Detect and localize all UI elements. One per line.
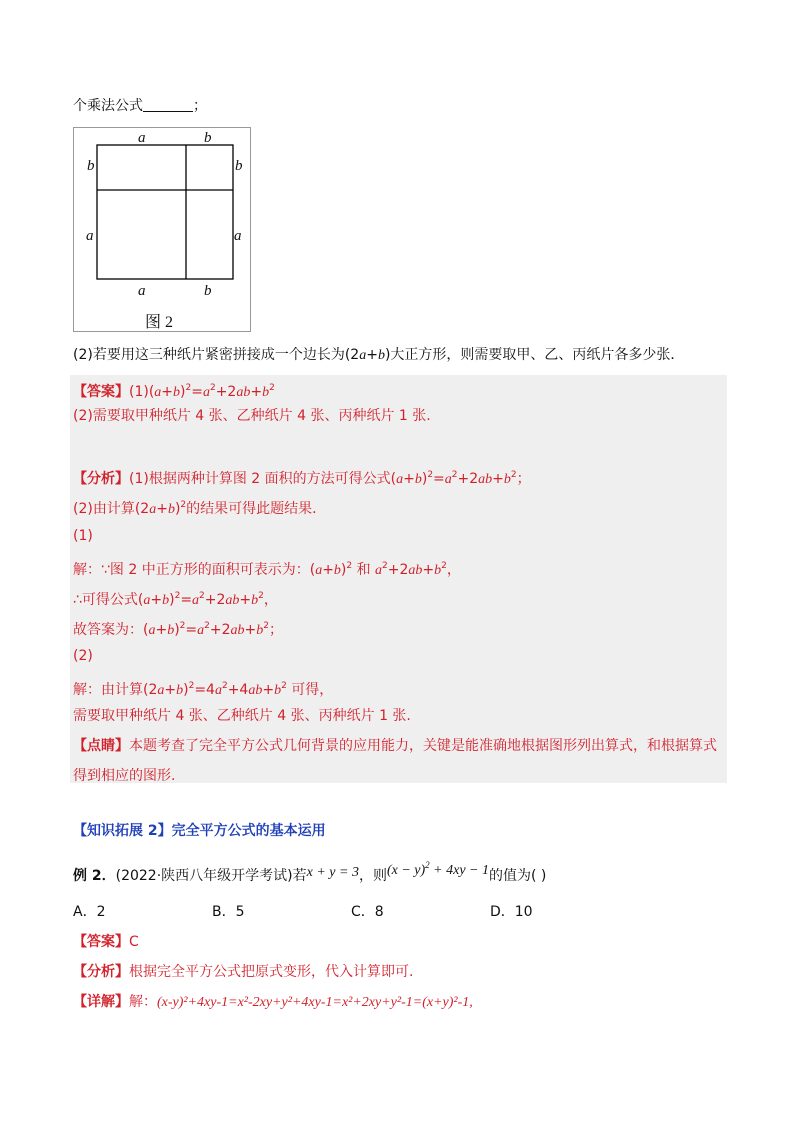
option-b[interactable]: B．5 — [212, 904, 245, 920]
analysis-solution-4: 解：由计算$(2a+b)^2=4a^2+4ab+b^2$ 可得， — [73, 681, 334, 698]
figure-caption: 图 2 — [145, 314, 174, 331]
top-line-text: 个乘法公式 — [73, 98, 143, 114]
label-top-a: a — [138, 130, 146, 146]
example-answer-value: C — [129, 934, 139, 950]
option-d[interactable]: D．10 — [490, 904, 533, 920]
analysis-solution-1: 解：∵图 2 中正方形的面积可表示为：$(a+b)^2$ 和 $a^2+2ab+b^2$， — [73, 561, 461, 578]
option-a[interactable]: A．2 — [73, 904, 106, 920]
figure-2-drawing — [73, 127, 251, 332]
example-detail: 【详解】解：(x-y)²+4xy-1=x²-2xy+y²+4xy-1=x²+2xy+y²-1=(x+y)²-1, — [73, 994, 473, 1010]
analysis-solution-5: 需要取甲种纸片 4 张、乙种纸片 4 张、丙种纸片 1 张. — [73, 708, 411, 724]
analysis-solution-3: 故答案为：$(a+b)^2=a^2+2ab+b^2$； — [73, 621, 283, 638]
label-right-a: a — [234, 228, 242, 244]
comment-line-1: 【点睛】本题考查了完全平方公式几何背景的应用能力，关键是能准确地根据图形列出算式，和根据算式 — [73, 738, 717, 754]
big-square — [97, 145, 233, 279]
analysis-section-1: (1) — [73, 528, 93, 544]
answer-tag: 【答案】 — [73, 384, 129, 400]
example-analysis: 【分析】根据完全平方公式把原式变形，代入计算即可. — [73, 964, 414, 980]
comment-tag: 【点睛】 — [73, 738, 129, 754]
answer-line-1: 【答案】$(1)(a+b)^2=a^2+2ab+b^2$ — [73, 383, 275, 400]
label-bottom-b: b — [204, 283, 212, 299]
label-top-b: b — [204, 130, 212, 146]
option-c[interactable]: C．8 — [351, 904, 384, 920]
analysis-solution-2: ∴可得公式$(a+b)^2=a^2+2ab+b^2$， — [73, 591, 278, 608]
example-label: 例 2． — [73, 868, 116, 884]
analysis-section-2: (2) — [73, 648, 93, 664]
top-line-colon: ； — [193, 98, 207, 114]
analysis-tag: 【分析】 — [73, 471, 129, 487]
label-left-b: b — [87, 158, 95, 174]
example-expression: $(x - y)^2 + 4xy - 1$ — [386, 860, 489, 878]
example-answer: 【答案】C — [73, 934, 139, 950]
label-bottom-a: a — [138, 283, 146, 299]
section-title: 【知识拓展 2】完全平方公式的基本运用 — [73, 823, 326, 839]
question-2: (2)若要用这三种纸片紧密拼接成一个边长为(2a+b)大正方形，则需要取甲、乙、丙纸片各多少张． — [73, 347, 685, 363]
fill-blank — [143, 97, 193, 112]
top-line — [73, 97, 207, 115]
example-condition: x + y = 3 — [306, 865, 359, 880]
label-left-a: a — [86, 228, 94, 244]
comment-line-2: 得到相应的图形. — [73, 768, 176, 784]
answer-line-2: (2)需要取甲种纸片 4 张、乙种纸片 4 张、丙种纸片 1 张. — [73, 408, 431, 424]
analysis-line-1: 【分析】(1)根据两种计算图 2 面积的方法可得公式$(a+b)^2=a^2+2ab+b^2$； — [73, 470, 531, 487]
example-2: 例 2．(2022·陕西八年级开学考试)若x + y = 3，则$(x - y)^2 + 4xy - 1$的值为( ) — [73, 860, 547, 884]
analysis-line-2: (2)由计算$(2a+b)^2$的结果可得此题结果． — [73, 500, 327, 517]
label-right-b: b — [235, 158, 243, 174]
